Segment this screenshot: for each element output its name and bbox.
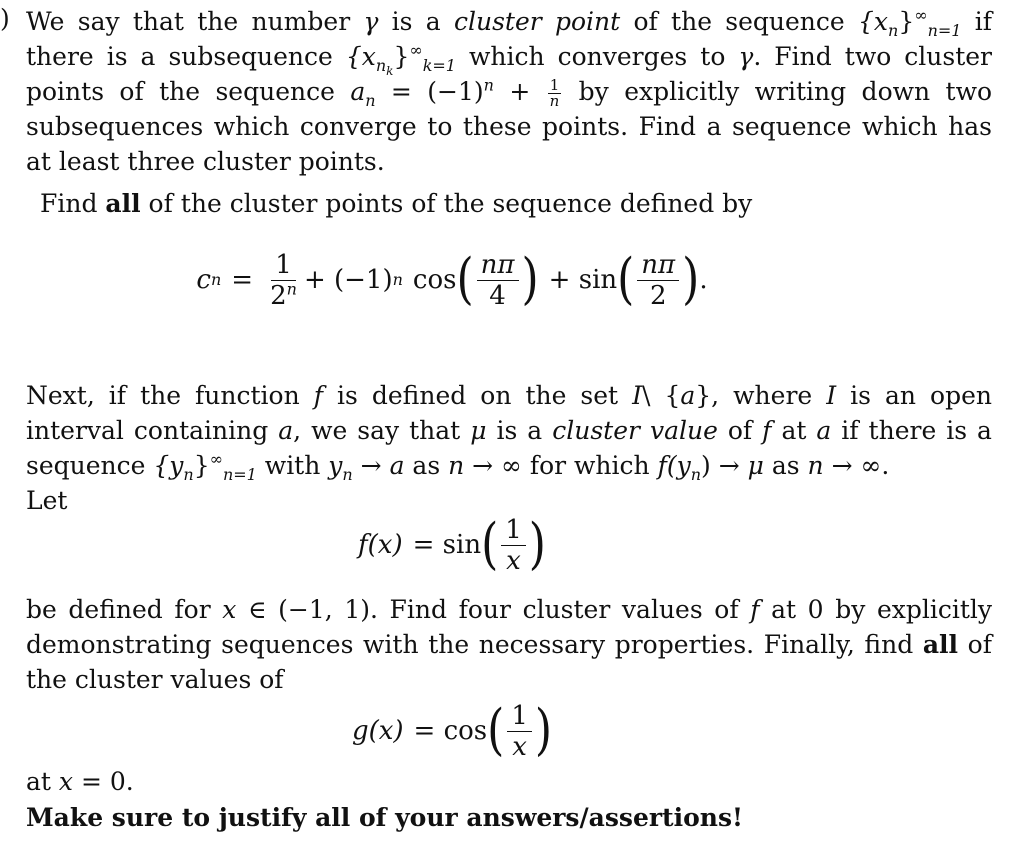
math-I: I xyxy=(632,381,642,410)
text: Next, if the function xyxy=(26,381,314,410)
math-f: f xyxy=(750,595,760,624)
math-n: n xyxy=(807,451,824,480)
eq-period: . xyxy=(699,265,708,295)
math-arrow: → xyxy=(352,451,390,480)
math-y: y xyxy=(328,451,343,480)
fraction-1-over-x: $\frac{1}{x}$ xyxy=(507,701,532,762)
math-a: a xyxy=(350,77,366,106)
term-cluster-point: cluster point xyxy=(453,7,621,36)
math-gamma: γ xyxy=(738,42,754,71)
math-inf: ∞ xyxy=(914,5,928,25)
math-a: a xyxy=(389,451,405,480)
text: if there is a sequence xyxy=(26,416,992,480)
text: We say that the number xyxy=(26,7,364,36)
math-mu: μ xyxy=(747,451,764,480)
fraction-npi-over-2: $\frac{n\pi}{2}$ xyxy=(637,250,679,311)
text: of the cluster points of the sequence defined by xyxy=(140,189,753,218)
math-a: a xyxy=(278,416,294,445)
paragraph-cluster-point-definition xyxy=(26,4,992,179)
math-sub: n xyxy=(342,465,353,484)
math-sub: n xyxy=(183,465,194,484)
paragraph-at-x0 xyxy=(26,764,992,799)
paragraph-find-four xyxy=(26,592,992,697)
eq-cos: cos xyxy=(412,265,457,295)
math-a: a xyxy=(816,416,832,445)
math-k1: k=1 xyxy=(422,56,456,75)
math-brace: } xyxy=(193,451,210,480)
equation-f-of-x: f(x) = sin ( $\frac{1}{x}$ ) xyxy=(358,512,546,577)
text: Find xyxy=(40,189,106,218)
math-a: a xyxy=(680,381,696,410)
text: if there is a subsequence xyxy=(26,7,992,71)
text: ) → xyxy=(701,451,748,480)
math-x: x xyxy=(222,595,237,624)
math-x: x xyxy=(58,767,74,796)
math-f: f xyxy=(657,451,667,480)
text: is a xyxy=(486,416,553,445)
text: is a xyxy=(378,7,454,36)
term-cluster-value: cluster value xyxy=(552,416,718,445)
text: = 0. xyxy=(73,767,134,796)
text: with xyxy=(256,451,329,480)
text: → ∞ for which xyxy=(464,451,658,480)
math-f: f xyxy=(313,381,323,410)
justify-instruction: Make sure to justify all of your answers/assertions! xyxy=(26,803,743,832)
text: as xyxy=(404,451,449,480)
emphasis-all: all xyxy=(922,630,959,659)
math-setminus: \ { xyxy=(642,381,681,410)
text: . Find two cluster points of the sequence xyxy=(26,42,993,106)
text: }, where xyxy=(695,381,827,410)
math-mu: μ xyxy=(470,416,487,445)
eq-term: + (−1) xyxy=(303,265,393,295)
text: → ∞. xyxy=(823,451,890,480)
eq2-rhs: = sin xyxy=(412,530,482,560)
math-I: I xyxy=(826,381,837,410)
eq2-lhs: f(x) xyxy=(358,530,403,560)
equation-g-of-x: g(x) = cos ( $\frac{1}{x}$ ) xyxy=(351,698,553,763)
math-n1: n=1 xyxy=(927,21,962,40)
math-gamma: γ xyxy=(363,7,379,36)
math-seq-y: {y xyxy=(153,451,184,480)
math-f: f xyxy=(762,416,772,445)
text: at xyxy=(26,767,59,796)
problem-marker: ) xyxy=(0,4,10,33)
text: of the cluster values of xyxy=(26,630,992,694)
emphasis-all: all xyxy=(105,189,141,218)
math-plus: + xyxy=(493,77,546,106)
math-sub: n xyxy=(888,21,899,40)
math-n1: n=1 xyxy=(222,465,257,484)
eq3-lhs: g(x) xyxy=(351,716,404,746)
fraction-1-over-2n: $\frac{1}{2^n}$ xyxy=(270,249,297,311)
math-sub: n xyxy=(690,465,702,484)
text: is defined on the set xyxy=(322,381,633,410)
paragraph-cluster-value-definition xyxy=(26,378,992,518)
math-brace: } xyxy=(898,7,915,36)
math-fy: (y xyxy=(666,451,691,480)
math-inf: ∞ xyxy=(409,40,423,60)
text: at xyxy=(771,416,817,445)
math-seq-xnk: {x xyxy=(345,42,376,71)
math-pow: n xyxy=(483,75,494,95)
text-let: Let xyxy=(26,486,68,515)
fraction-npi-over-4: $\frac{n\pi}{4}$ xyxy=(477,250,519,311)
eq-sin: + sin xyxy=(548,265,618,295)
text: at 0 by explicitly demonstrating sequences with the necessary properties. Finally, find xyxy=(26,595,992,659)
text: by explicitly writing down two subsequences which converge to these points. Find a sequence which has at least three cluster points. xyxy=(26,77,993,176)
equation-c-n: c n = $\frac{1}{2^n}$ + (−1) n cos ( $\frac{n\pi}{4}$ ) + sin ( $\frac{n\pi}{2}$ ) . xyxy=(196,247,708,312)
eq-lhs: c xyxy=(196,265,211,295)
math-sub: n xyxy=(365,91,376,110)
math-brace: } xyxy=(393,42,410,71)
math-eq: = (−1) xyxy=(375,77,484,106)
paragraph-find-all xyxy=(40,186,990,221)
eq3-rhs: = cos xyxy=(413,716,488,746)
eq-equals: = xyxy=(231,265,254,295)
text: is an open interval containing xyxy=(26,381,992,445)
text: of the sequence xyxy=(620,7,858,36)
text: ∈ (−1, 1). Find four cluster values of xyxy=(236,595,751,624)
text: which converges to xyxy=(455,42,739,71)
text: of xyxy=(717,416,763,445)
text: be defined for xyxy=(26,595,223,624)
math-inf: ∞ xyxy=(209,449,223,469)
math-n: n xyxy=(448,451,465,480)
text: as xyxy=(763,451,808,480)
text: , we say that xyxy=(293,416,471,445)
math-fraction-1-over-n: $\frac{1}{n}$ xyxy=(549,76,560,110)
fraction-1-over-x: $\frac{1}{x}$ xyxy=(501,515,526,576)
math-sub-nk: nk xyxy=(375,56,394,79)
math-seq-x: {x xyxy=(858,7,889,36)
